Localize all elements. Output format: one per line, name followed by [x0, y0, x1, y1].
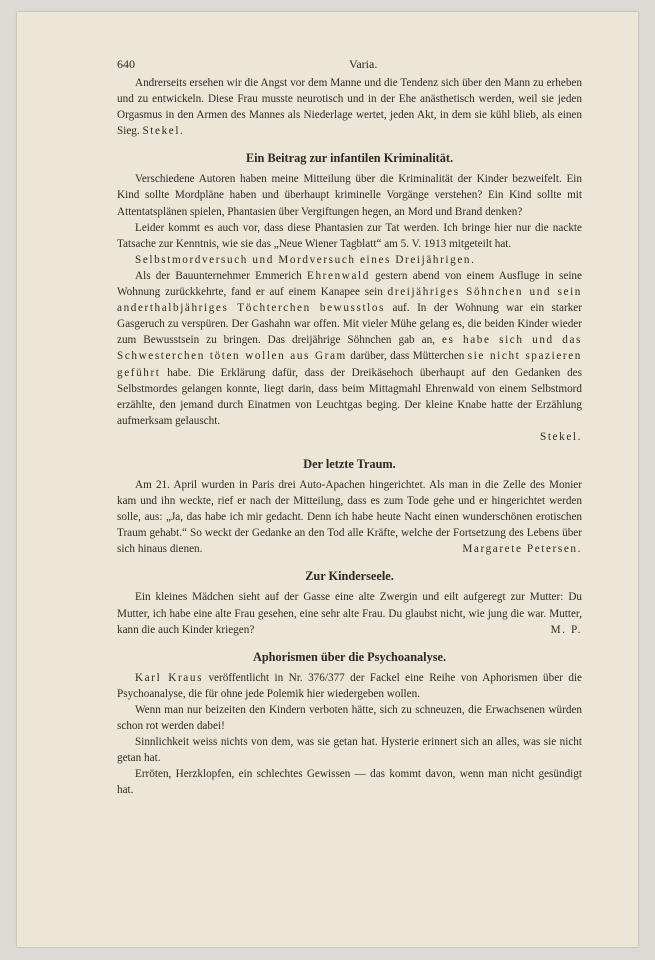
kinderseele-text: Ein kleines Mädchen sieht auf der Gasse eine alte Zwergin und eilt aufgeregt zur Mutter: Du Mutter, ich habe eine alte Frau gesehen, eine sehr alte Frau. Du glaubst nicht, wie jung die war. Mutter, kann die auch Kinder kriegen? [117, 591, 582, 636]
p3-text-b: gestern abend von einem Ausfluge in seine Wohnung zurückkehrte, fand er auf einem Kanapee sein [117, 269, 582, 299]
section-title-kriminalitaet: Ein Beitrag zur infantilen Kriminalität. [245, 151, 454, 166]
running-title: Varia. [349, 57, 378, 71]
p3-name: Ehrenwald [307, 269, 370, 282]
p3-spaced-3: sie nicht spazieren geführt [117, 350, 582, 379]
page-content [117, 56, 582, 798]
section-title-aphorismen: Aphorismen über die Psychoanalyse. [252, 649, 447, 664]
p3-text-d: darüber, dass Mütterchen [346, 350, 468, 363]
intro-signature: Stekel. [142, 125, 185, 138]
kinderseele-signature: M. P. [550, 623, 582, 636]
running-head [117, 56, 582, 72]
intro-text: Andrerseits ersehen wir die Angst vor dem Manne und die Tendenz sich über den Mann zu erheben und zu entwickeln. Diese Frau musste neurotisch und in der Ehe anästhetisch werden, weil sie jeden Orgasmus in den Armen des Mannes als Niederlage wertet, jeden Akt, in dem sie kühl blieb, als einen Sieg. [117, 77, 582, 138]
section-title-letzter-traum: Der letzte Traum. [303, 456, 396, 471]
page-number: 640 [117, 57, 135, 71]
aphorism-3: Erröten, Herzklopfen, ein schlechtes Gewissen — das kommt davon, wenn man nicht gesündigt hat. [117, 768, 582, 797]
p3-text-c: auf. In der Wohnung war ein starker Gasgeruch zu verspüren. Der Gashahn war offen. Mit vieler Mühe gelang es, die beiden Kinder wieder zum Bewusstsein zu bringen. Das dreijährige Söhnchen gab an, [117, 302, 582, 347]
section-title-kinderseele: Zur Kinderseele. [305, 569, 394, 584]
kriminalitaet-paragraph-2: Leider kommt es auch vor, dass diese Phantasien zur Tat werden. Ich bringe hier nur die nackte Tatsache zur Kenntnis, wie sie das „Neue Wiener Tagblatt“ am 5. V. 1913 mitgeteilt hat. [117, 221, 582, 250]
traum-paragraph [117, 477, 582, 557]
author-name: Karl Kraus [135, 671, 204, 684]
newspaper-headline: Selbstmordversuch und Mordversuch eines Dreijährigen. [135, 253, 476, 266]
aphorismen-intro-text: veröffentlicht in Nr. 376/377 der Fackel eine Reihe von Aphorismen über die Psychoanalyse, die für ohne jede Polemik hier wiedergeben wollen. [117, 671, 582, 700]
kriminalitaet-paragraph-3 [117, 268, 582, 429]
kinderseele-paragraph [117, 589, 582, 637]
kriminalitaet-paragraph-1: Verschiedene Autoren haben meine Mitteilung über die Kriminalität der Kinder bezweifelt. Ein Kind sollte Mordpläne haben und überhaupt kriminelle Vorgänge verstehen? Ein Kind sollte mit Attentatsplänen spielen, Phantasien über Vergiftungen hegen, an Mord und Brand denken? [117, 173, 582, 218]
aphorismen-paragraph-1 [117, 670, 582, 702]
book-page [17, 12, 638, 947]
aphorism-1: Wenn man nur beizeiten den Kindern verboten hätte, sich zu schneuzen, die Erwachsenen würden schon rot werden dabei! [117, 703, 582, 732]
p3-spaced-1: dreijähriges Söhnchen und sein anderthalbjähriges Töchterchen bewusstlos [117, 286, 582, 315]
kriminalitaet-signature: Stekel. [540, 430, 582, 443]
p3-text-e: habe. Die Erklärung dafür, dass der Dreikäsehoch überhaupt auf den Gedanken des Selbstmordes gelangen konnte, liegt darin, dass beim Mittagmahl Ehrenwald von einem Selbstmord erzählte, den jemand durch Einatmen von Leuchtgas beging. Der kleine Knabe hatte der Erzählung aufmerksam gelauscht. [117, 366, 582, 427]
p3-text-a: Als der Bauunternehmer Emmerich [135, 269, 308, 282]
intro-paragraph [117, 75, 582, 139]
aphorism-2: Sinnlichkeit weiss nichts von dem, was sie getan hat. Hysterie erinnert sich an alles, was sie nicht getan hat. [117, 736, 582, 765]
traum-text: Am 21. April wurden in Paris drei Auto-Apachen hingerichtet. Als man in die Zelle des Monier kam und ihn weckte, rief er nach der Mitteilung, dass es zum Tode gehe und er hingerichtet werden solle, aus: „Ja, das habe ich mir gedacht. Denn ich habe heute Nacht einen wunderschönen erotischen Traum gehabt.“ So weckt der Gedanke an den Tod alle Kräfte, welche der Fortsetzung des Lebens über sich hinaus dienen. [117, 478, 582, 556]
p3-spaced-2: es habe sich und das Schwesterchen töten wollen aus Gram [117, 334, 582, 363]
traum-signature: Margarete Petersen. [462, 543, 582, 556]
